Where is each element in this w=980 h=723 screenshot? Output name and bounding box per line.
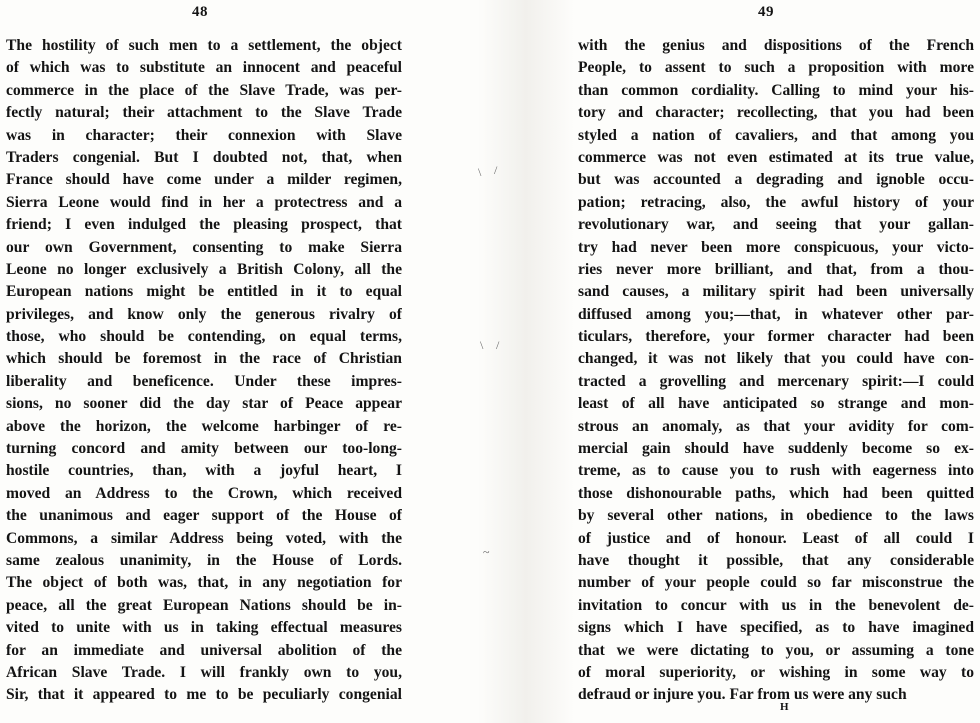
signature-mark: H (780, 701, 789, 713)
text-line: Sir, that it appeared to me to be peculiarly congenial (6, 686, 402, 704)
text-line: was in character; their connexion with Slave (6, 126, 402, 144)
text-line: mercial gain should have suddenly become so ex- (578, 440, 974, 458)
gutter-speck: \ (478, 165, 482, 179)
text-line: The object of both was, that, in any negotiation for (6, 574, 402, 592)
text-line: liberality and beneficence. Under these impres- (6, 372, 402, 390)
text-line: for an immediate and universal abolition of the (6, 641, 402, 659)
text-line: revolutionary war, and seeing that your gallan- (578, 216, 974, 234)
text-line: try had never been more conspicuous, your victo- (578, 238, 974, 256)
text-line: privileges, and know only the generous rivalry of (6, 305, 402, 323)
text-line: The hostility of such men to a settlement, the object (6, 37, 402, 54)
text-line: invitation to concur with us in the benevolent de- (578, 596, 974, 614)
gutter-speck: / (496, 338, 500, 352)
text-line: by several other nations, in obedience to the laws (578, 507, 974, 525)
left-page-number: 48 (192, 4, 208, 20)
text-line: commerce was not even estimated at its true value, (578, 148, 974, 166)
text-line: hostile countries, than, with a joyful heart, I (6, 462, 402, 480)
text-line: sand causes, a military spirit had been universally (578, 283, 974, 301)
gutter-speck: / (494, 163, 498, 177)
text-line: vited to unite with us in taking effectual measures (6, 619, 402, 637)
text-line: commerce in the place of the Slave Trade, was per- (6, 81, 402, 99)
text-line: tory and character; recollecting, that you had been (578, 104, 974, 122)
text-line: styled a nation of cavaliers, and that among you (578, 126, 974, 144)
text-line: European nations might be entitled in it to equal (6, 283, 402, 301)
text-line: tracted a grovelling and mercenary spirit:—I could (578, 372, 974, 390)
text-line: above the horizon, the welcome harbinger of re- (6, 417, 402, 435)
text-line: of moral superiority, or wishing in some way to (578, 663, 974, 681)
right-page-text (578, 35, 974, 707)
text-line: pation; retracing, also, the awful history of your (578, 193, 974, 211)
text-line: which should be foremost in the race of Christian (6, 350, 402, 368)
text-line: ries never more brilliant, and that, from a thou- (578, 260, 974, 278)
text-line: African Slave Trade. I will frankly own to you, (6, 663, 402, 681)
text-line: People, to assent to such a proposition with more (578, 59, 974, 77)
text-line: defraud or injure you. Far from us were any such (578, 686, 907, 704)
text-line: with the genius and dispositions of the French (578, 37, 974, 54)
text-line: strous an anomaly, as that your avidity for com- (578, 417, 974, 435)
text-line: number of your people could so far misconstrue the (578, 574, 974, 592)
text-line: Leone no longer exclusively a British Colony, all the (6, 260, 402, 278)
text-line: turning concord and amity between our too-long- (6, 440, 402, 458)
text-line: our own Government, consenting to make Sierra (6, 238, 402, 256)
text-line: changed, it was not likely that you could have con- (578, 350, 974, 368)
text-line: ticulars, therefore, your former character had been (578, 328, 974, 346)
text-line: than common cordiality. Calling to mind your his- (578, 81, 974, 99)
text-line: least of all have anticipated so strange and mon- (578, 395, 974, 413)
right-page-number: 49 (758, 4, 774, 20)
text-line: the unanimous and eager support of the House of (6, 507, 402, 525)
text-line: France should have come under a milder regimen, (6, 171, 402, 189)
gutter-speck: ~ (483, 545, 490, 559)
text-line: of which was to substitute an innocent and peaceful (6, 59, 402, 77)
text-line: that we were dictating to you, or assuming a tone (578, 641, 974, 659)
text-line: but was accounted a degrading and ignoble occu- (578, 171, 974, 189)
text-line: treme, as to cause you to rush with eagerness into (578, 462, 974, 480)
text-line: peace, all the great European Nations should be in- (6, 596, 402, 614)
text-line: moved an Address to the Crown, which received (6, 484, 402, 502)
text-line: those dishonourable paths, which had been quitted (578, 484, 974, 502)
text-line: diffused among you;—that, in whatever other par- (578, 305, 974, 323)
text-line: Sierra Leone would find in her a protectress and a (6, 193, 402, 211)
text-line: signs which I have specified, as to have imagined (578, 619, 974, 637)
page-gutter (478, 0, 574, 723)
text-line: sions, no sooner did the day star of Peace appear (6, 395, 402, 413)
text-line: those, who should be contending, on equal terms, (6, 328, 402, 346)
text-line: fectly natural; their attachment to the Slave Trade (6, 104, 402, 122)
text-line: of justice and of honour. Least of all could I (578, 529, 974, 547)
text-line: have thought it possible, that any considerable (578, 551, 974, 569)
text-line: Commons, a similar Address being voted, with the (6, 529, 402, 547)
gutter-speck: \ (480, 338, 484, 352)
text-line: same zealous unanimity, in the House of Lords. (6, 551, 402, 569)
text-line: Traders congenial. But I doubted not, that, when (6, 148, 402, 166)
text-line: friend; I even indulged the pleasing prospect, that (6, 216, 402, 234)
left-page-text (6, 35, 402, 707)
